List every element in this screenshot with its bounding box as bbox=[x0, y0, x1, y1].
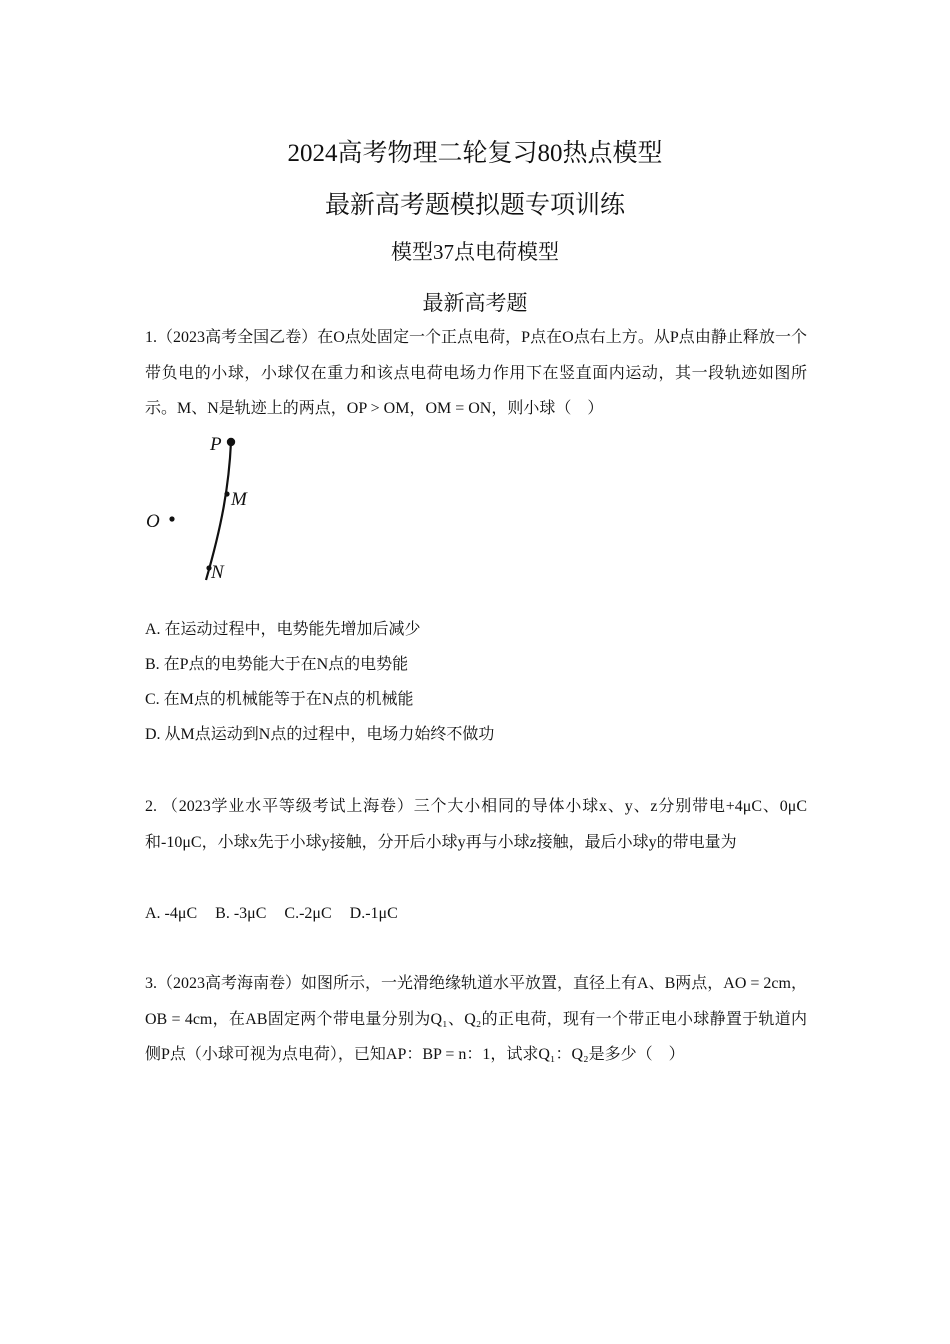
question-3-text: 3.（2023高考海南卷）如图所示，一光滑绝缘轨道水平放置，直径上有A、B两点，AO = 2cm，OB = 4cm，在AB固定两个带电量分别为Q₁、Q₂的正电荷，现有一个带正电小球静置于轨道内侧P点（小球可视为点电荷），已知AP：BP = n：1，试求Q₁：Q₂是多少（ ） bbox=[145, 975, 807, 1063]
q1-option-c: C. 在M点的机械能等于在N点的机械能 bbox=[145, 691, 414, 708]
question-1-text: 1.（2023高考全国乙卷）在O点处固定一个正点电荷，P点在O点右上方。从P点由静止释放一个带负电的小球，小球仅在重力和该点电荷电场力作用下在竖直面内运动，其一段轨迹如图所示。M、N是轨迹上的两点，OP > OM，OM = ON，则小球（ ） bbox=[145, 329, 807, 417]
label-m: M bbox=[231, 489, 247, 510]
trajectory-curve bbox=[206, 442, 231, 580]
point-m bbox=[224, 491, 229, 496]
question-2-text: 2. （2023学业水平等级考试上海卷）三个大小相同的导体小球x、y、z分别带电+4μC、0μC和-10μC，小球x先于小球y接触，分开后小球y再与小球z接触，最后小球y的带电量为 bbox=[145, 798, 807, 851]
document-title: 2024高考物理二轮复习80热点模型 bbox=[287, 140, 663, 167]
point-p bbox=[227, 438, 235, 446]
q1-option-a: A. 在运动过程中，电势能先增加后减少 bbox=[145, 621, 421, 638]
q2-option-c: C.-2μC bbox=[284, 905, 332, 922]
model-title: 模型37点电荷模型 bbox=[391, 240, 559, 264]
label-p: P bbox=[210, 434, 222, 455]
q2-option-b: B. -3μC bbox=[215, 905, 267, 922]
q2-options bbox=[145, 896, 412, 931]
point-o bbox=[169, 516, 174, 521]
label-n: N bbox=[211, 562, 224, 583]
trajectory-figure bbox=[140, 430, 280, 590]
q2-option-a: A. -4μC bbox=[145, 905, 198, 922]
q2-option-d: D.-1μC bbox=[349, 905, 398, 922]
document-subtitle: 最新高考题模拟题专项训练 bbox=[324, 192, 625, 219]
label-o: O bbox=[146, 511, 160, 532]
section-title: 最新高考题 bbox=[422, 291, 528, 315]
q1-option-b: B. 在P点的电势能大于在N点的电势能 bbox=[145, 656, 409, 673]
q1-option-d: D. 从M点运动到N点的过程中，电场力始终不做功 bbox=[145, 726, 495, 743]
